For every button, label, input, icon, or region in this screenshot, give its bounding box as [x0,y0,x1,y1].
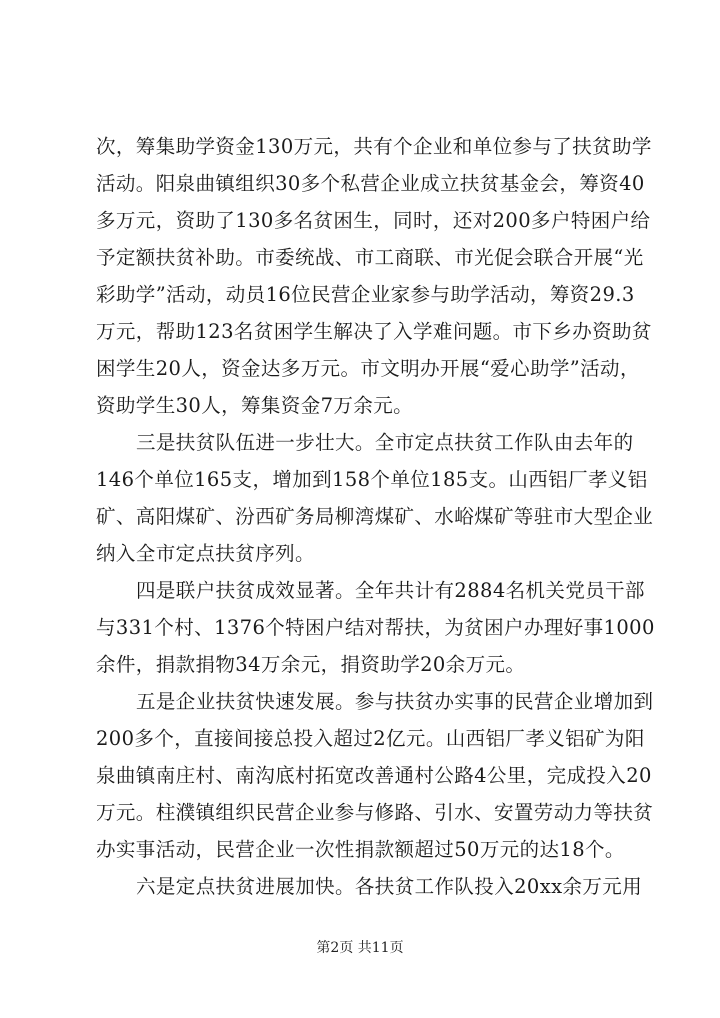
body-text-line: 办实事活动，民营企业一次性捐款额超过50万元的达18个。 [96,838,625,861]
body-text-line: 予定额扶贫补助。市委统战、市工商联、市光促会联合开展“光 [96,246,644,269]
body-text-line: 万元，帮助123名贫困学生解决了入学难问题。市下乡办资助贫 [96,320,652,343]
body-text-line: 146个单位165支，增加到158个单位185支。山西铝厂孝义铝 [96,468,648,491]
body-text-line: 与331个村、1376个特困户结对帮扶，为贫困户办理好事1000 [96,616,655,639]
body-text-line: 次，筹集助学资金130万元，共有个企业和单位参与了扶贫助学 [96,135,652,158]
body-text-line: 困学生20人，资金达多万元。市文明办开展“爱心助学”活动， [96,357,640,380]
body-text-line: 万元。柱濮镇组织民营企业参与修路、引水、安置劳动力等扶贫 [96,801,654,824]
paragraph-heading-line: 三是扶贫队伍进一步壮大。全市定点扶贫工作队由去年的 [136,431,634,454]
page-number: 第2页 共11页 [316,940,404,956]
paragraph-heading-line: 四是联户扶贫成效显著。全年共计有2884名机关党员干部 [136,579,645,602]
body-text-line: 彩助学”活动，动员16位民营企业家参与助学活动，筹资29.3 [96,283,635,306]
page-footer [0,938,720,958]
body-text-line: 200多个，直接间接总投入超过2亿元。山西铝厂孝义铝矿为阳 [96,727,645,750]
body-text-line: 活动。阳泉曲镇组织30多个私营企业成立扶贫基金会，筹资40 [96,172,645,195]
body-text-line: 纳入全市定点扶贫序列。 [96,542,315,565]
body-text-line: 多万元，资助了130多名贫困生，同时，还对200多户特困户给 [96,209,651,232]
paragraph-heading-line: 六是定点扶贫进展加快。各扶贫工作队投入20xx余万元用 [136,875,643,898]
body-text-line: 余件，捐款捐物34万余元，捐资助学20余万元。 [96,653,526,676]
body-text-line: 泉曲镇南庄村、南沟底村拓宽改善通村公路4公里，完成投入20 [96,764,652,787]
paragraph-heading-line: 五是企业扶贫快速发展。参与扶贫办实事的民营企业增加到 [136,690,654,713]
body-text-line: 矿、高阳煤矿、汾西矿务局柳湾煤矿、水峪煤矿等驻市大型企业 [96,505,654,528]
body-text-line: 资助学生30人，筹集资金7万余元。 [96,394,414,417]
